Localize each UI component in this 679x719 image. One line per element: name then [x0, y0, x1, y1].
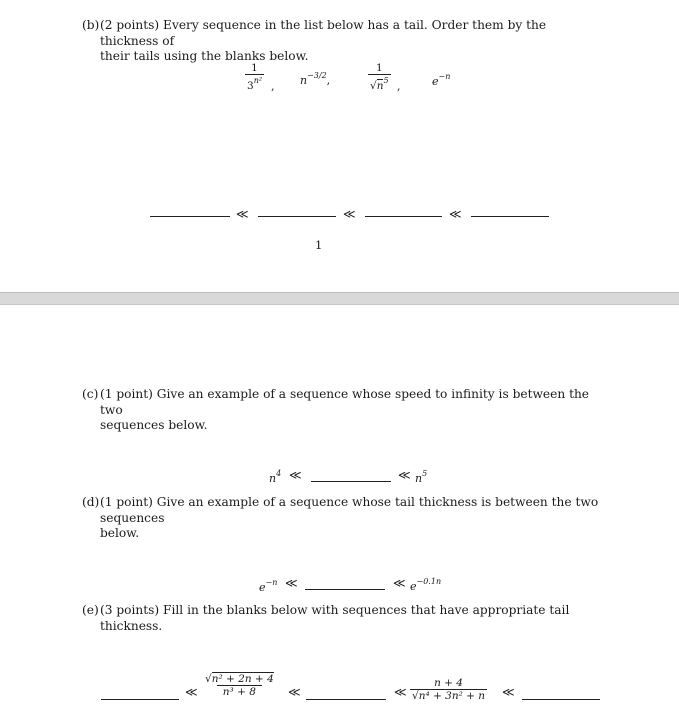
page-separator [0, 292, 679, 305]
page-1 [0, 0, 679, 292]
question-b-label: (b) [82, 18, 100, 32]
expr-e-neg-n: $e^{-n}$ [259, 578, 278, 594]
blank-b-4[interactable] [471, 216, 549, 217]
question-c-label: (c) [82, 387, 99, 401]
much-less-e-4: ≪ [502, 685, 515, 699]
blank-b-1[interactable] [150, 216, 230, 217]
blank-e-2[interactable] [306, 699, 386, 700]
question-c-text [82, 387, 607, 434]
expr-e-neg-0-1n: $e^{-0.1n}$ [410, 577, 442, 593]
question-c-line1: (1 point) Give an example of a sequence whose speed to infinity is between the two [100, 387, 590, 417]
question-d-text [82, 495, 607, 542]
fraction-sqrt-n2-2n-4-over-n3-8: $\frac{\text{√n² + 2n + 4}}{\text{n³ + 8}}$ [205, 673, 274, 698]
much-less-c-1: ≪ [289, 468, 302, 482]
expr-n4: $n^4$ [269, 469, 282, 485]
question-b-line2: their tails using the blanks below. [100, 49, 309, 63]
page-2 [0, 305, 679, 719]
question-b [82, 18, 607, 65]
question-b-text [82, 18, 607, 65]
question-b-line1: (2 points) Every sequence in the list below has a tail. Order them by the thickness of [100, 18, 547, 48]
separator-comma-3: , [397, 80, 401, 93]
blank-e-1[interactable] [101, 699, 179, 700]
sequence-one-over-3-pow-n2: $\frac{1}{3^{n^2}}$ [247, 62, 263, 92]
much-less-d-1: ≪ [285, 576, 298, 590]
much-less-e-3: ≪ [394, 685, 407, 699]
expr-n5: $n^5$ [415, 469, 428, 485]
question-e-text [82, 603, 607, 634]
question-e [82, 603, 607, 634]
blank-c[interactable] [311, 481, 391, 482]
question-c-line2: sequences below. [100, 418, 208, 432]
sequence-n-pow-neg-3-2: $n^{-3/2}$, [300, 71, 331, 87]
much-less-d-2: ≪ [393, 576, 406, 590]
blank-b-2[interactable] [258, 216, 336, 217]
question-d [82, 495, 607, 542]
sequence-one-over-sqrt-n5: $\frac{1}{√n^5}$ [370, 62, 389, 92]
question-d-line1: (1 point) Give an example of a sequence whose tail thickness is between the two sequences [100, 495, 599, 525]
question-d-line2: below. [100, 526, 140, 540]
much-less-e-2: ≪ [288, 685, 301, 699]
question-c [82, 387, 607, 434]
sequence-e-pow-neg-n: $e^{-n}$ [432, 72, 451, 88]
question-e-label: (e) [82, 603, 99, 617]
blank-d[interactable] [305, 589, 385, 590]
blank-b-3[interactable] [365, 216, 442, 217]
question-d-label: (d) [82, 495, 100, 509]
question-e-line1: (3 points) Fill in the blanks below with sequences that have appropriate tail thickness. [100, 603, 570, 633]
much-less-b-3: ≪ [449, 207, 462, 221]
blank-e-3[interactable] [522, 699, 600, 700]
much-less-c-2: ≪ [398, 468, 411, 482]
separator-comma-1: , [271, 80, 275, 93]
much-less-b-2: ≪ [343, 207, 356, 221]
much-less-b-1: ≪ [236, 207, 249, 221]
fraction-n-4-over-sqrt-n4-3n2-n: $\frac{n + 4}{\text{√n⁴ + 3n² + n}}$ [412, 677, 486, 702]
page-number: 1 [315, 238, 323, 252]
much-less-e-1: ≪ [185, 685, 198, 699]
